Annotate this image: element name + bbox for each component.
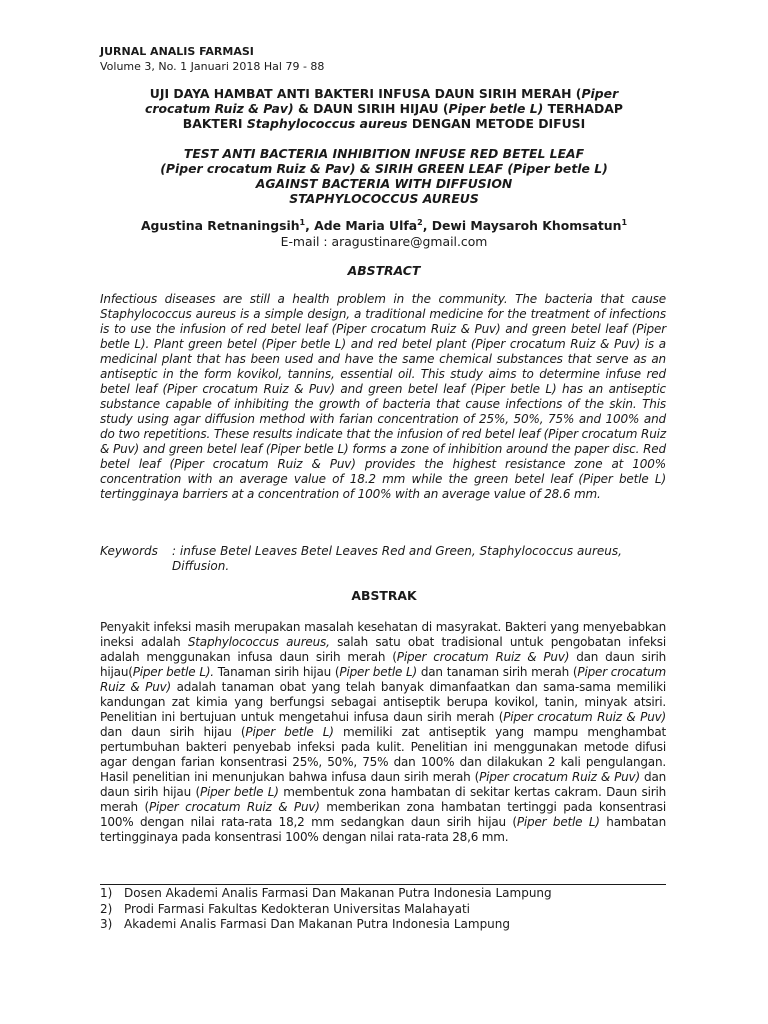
title-en-line: AGAINST BACTERIA WITH DIFFUSION — [255, 176, 513, 191]
keywords-label: Keywords — [100, 544, 158, 558]
abstrak-italic-run: Piper crocatum Ruiz & Puv) — [503, 710, 666, 724]
paper-title-english — [90, 146, 678, 206]
footnote-text: Dosen Akademi Analis Farmasi Dan Makanan Putra Indonesia Lampung — [124, 886, 552, 900]
author-email: E-mail : aragustinare@gmail.com — [280, 234, 488, 249]
footnote-divider — [100, 884, 666, 885]
title-id-text: & DAUN SIRIH HIJAU ( — [293, 101, 449, 116]
abstrak-run: dan daun sirih hijau ( — [100, 770, 666, 799]
abstrak-italic-run: Piper betle L) — [245, 725, 334, 739]
abstrak-italic-run: Piper crocatum Ruiz & Puv) — [396, 650, 570, 664]
author-3: , Dewi Maysaroh Khomsatun — [422, 218, 622, 233]
title-id-italic: Piper — [581, 86, 619, 101]
title-id-text: DENGAN METODE DIFUSI — [407, 116, 586, 131]
footnote-item — [100, 902, 666, 918]
abstrak-run: Penyakit infeksi masih merupakan masalah kesehatan di masyrakat. Bakteri yang menyebabkan ineksi adalah — [100, 620, 666, 649]
title-en-line: TEST ANTI BACTERIA INHIBITION INFUSE RED BETEL LEAF — [183, 146, 585, 161]
abstrak-run: membentuk zona hambatan di sekitar kertas cakram. Daun sirih merah ( — [100, 785, 667, 814]
abstrak-italic-run: Piper betle L). — [132, 665, 214, 679]
author-block — [90, 218, 678, 250]
keywords — [100, 544, 666, 574]
journal-header — [100, 44, 324, 74]
keywords-text: : infuse Betel Leaves Betel Leaves Red and Green, Staphylococcus aureus, Diffusion. — [172, 544, 622, 573]
title-id-text: UJI DAYA HAMBAT ANTI BAKTERI INFUSA DAUN SIRIH MERAH ( — [149, 86, 582, 101]
abstract-text: Infectious diseases are still a health problem in the community. The bacteria that cause Staphylococcus aureus is a simple design, a traditional medicine for the treatment of infections is to use the infusion of red betel leaf (Piper crocatum Ruiz & Puv) and green betel leaf (Piper betle L). Plant green betel (Piper betle L) and red betel plant (Piper crocatum Ruiz & Puv) is a medicinal plant that has been used and have the same chemical substances that serve as an antiseptic in the form kovikol, tannins, essential oil. This study aims to determine infuse red betel leaf (Piper crocatum Ruiz & Puv) and green betel leaf (Piper betle L) has an antiseptic substance capable of inhibiting the growth of bacteria that cause infections of the skin. This study using agar diffusion method with farian concentration of 25%, 50%, 75% and 100% and do two repetitions. These results indicate that the infusion of red betel leaf (Piper crocatum Ruiz & Puv) and green betel leaf (Piper betle L) forms a zone of inhibition around the paper disc. Red betel leaf (Piper crocatum Ruiz & Puv) provides the highest resistance zone at 100% concentration with an average value of 18.2 mm while the green betel leaf (Piper betle L) tertingginaya barriers at a concentration of 100% with an average value of 28.6 mm. — [100, 292, 666, 501]
journal-volume: Volume 3, No. 1 Januari 2018 Hal 79 - 88 — [100, 60, 325, 73]
abstract-heading: ABSTRACT — [347, 263, 421, 278]
abstrak-run: memberikan zona hambatan tertinggi pada konsentrasi 100% dengan nilai rata-rata 18,2 mm sedangkan daun sirih hijau ( — [100, 800, 666, 829]
journal-name: JURNAL ANALIS FARMASI — [100, 45, 254, 58]
footnote-text: Akademi Analis Farmasi Dan Makanan Putra Indonesia Lampung — [124, 917, 511, 931]
abstrak-italic-run: Staphylococcus aureus, — [187, 635, 330, 649]
abstrak-heading: ABSTRAK — [351, 588, 417, 603]
abstrak-run: Tanaman sirih hijau ( — [213, 665, 340, 679]
title-id-text: TERHADAP — [543, 101, 623, 116]
footnotes — [100, 886, 666, 933]
abstrak-run: memiliki zat antiseptik yang mampu menghambat pertumbuhan bakteri penyebab infeksi pada kulit. Penelitian ini menggunakan metode difusi agar dengan farian konsentrasi 25%, 50%, 75% dan 100% dan dilakukan 2 kali pengulangan. Hasil penelitian ini menunjukan bahwa infusa daun sirih merah ( — [100, 725, 666, 784]
abstrak-text — [100, 620, 666, 845]
abstrak-run: dan tanaman sirih merah ( — [417, 665, 578, 679]
footnote-number: 3) — [100, 917, 113, 931]
abstrak-italic-run: Piper crocatum Ruiz & Puv) — [479, 770, 640, 784]
abstrak-run: dan daun sirih hijau( — [100, 650, 666, 679]
abstrak-italic-run: Piper crocatum Ruiz & Puv) — [100, 665, 666, 694]
paper-title-indonesian — [90, 86, 678, 131]
footnote-item — [100, 886, 666, 902]
footnote-number: 1) — [100, 886, 113, 900]
footnote-item — [100, 917, 666, 933]
abstrak-italic-run: Piper betle L) — [516, 815, 600, 829]
abstrak-italic-run: Piper crocatum Ruiz & Puv) — [149, 800, 320, 814]
author-names — [90, 218, 678, 234]
abstrak-run: salah satu obat tradisional untuk pengobatan infeksi adalah menggunakan infusa daun sirih merah ( — [100, 635, 666, 664]
abstrak-run: hambatan tertinggi​naya pada konsentrasi 100% dengan nilai rata-rata 28,6 mm. — [100, 815, 666, 844]
affiliation-mark: 1 — [299, 217, 306, 227]
abstrak-italic-run: Piper betle L) — [339, 665, 418, 679]
affiliation-mark: 1 — [621, 217, 628, 227]
title-en-line: (Piper crocatum Ruiz & Pav) & SIRIH GREEN LEAF (Piper betle L) — [160, 161, 608, 176]
title-en-line: STAPHYLOCOCCUS AUREUS — [289, 191, 479, 206]
title-id-italic: Staphylococcus aureus — [246, 116, 408, 131]
abstrak-run: dan daun sirih hijau ( — [100, 725, 246, 739]
affiliation-mark: 2 — [417, 217, 423, 227]
footnote-number: 2) — [100, 901, 113, 916]
author-1: Agustina Retnaningsih — [140, 218, 300, 233]
abstrak-run: adalah tanaman obat yang telah banyak dimanfaatkan dan sama-sama memiliki kandungan zat kimia yang berfungsi sebagai antiseptik berupa kovikol, tanin, minyak atsiri. Penelitian ini bertujuan untuk mengetahui infusa daun sirih merah ( — [100, 680, 666, 724]
author-2: , Ade Maria Ulfa — [305, 218, 418, 233]
title-id-italic: crocatum Ruiz & Pav) — [145, 101, 294, 116]
abstrak-italic-run: Piper betle L) — [199, 785, 279, 799]
title-id-text: BAKTERI — [182, 116, 247, 131]
footnote-text: Prodi Farmasi Fakultas Kedokteran Universitas Malahayati — [124, 901, 470, 916]
title-id-italic: Piper betle L) — [448, 101, 544, 116]
